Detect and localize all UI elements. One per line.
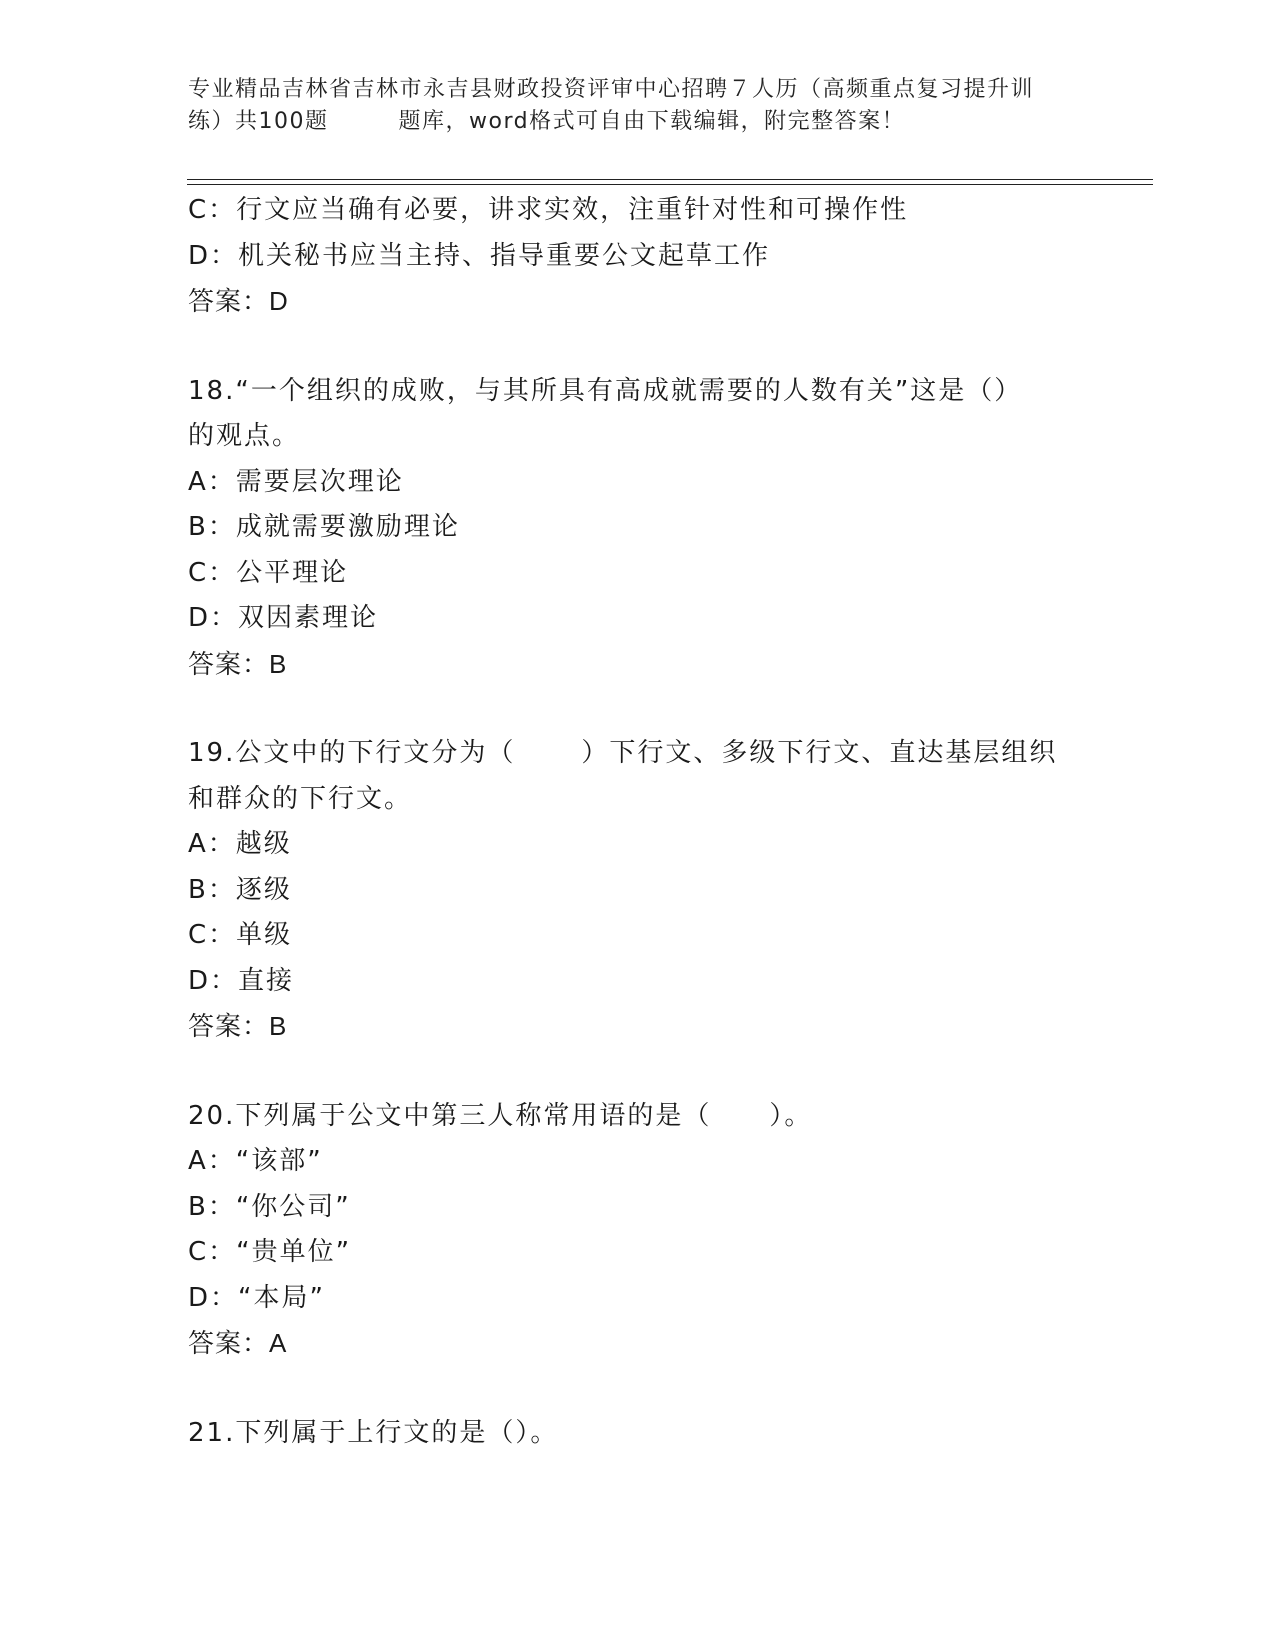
header-divider-bottom: [187, 184, 1153, 185]
answer-line: 答案：B: [188, 648, 288, 679]
answer-line: 答案：D: [188, 286, 289, 316]
question-list: [188, 188, 1088, 1456]
option-c: C：行文应当确有必要，讲求实效，注重针对性和可操作性: [188, 195, 909, 225]
header-line-2-part-2: 题库，word格式可自由下载编辑，附完整答案！: [398, 109, 906, 134]
question-block-17: [188, 188, 1088, 325]
question-text-continued: 和群众的下行文。: [188, 783, 413, 814]
header-line-2: [188, 106, 1088, 138]
option-c: C：单级: [188, 920, 293, 950]
header-divider-top: [187, 179, 1153, 180]
option-a: A：“该部”: [188, 1146, 323, 1176]
option-c: C：公平理论: [188, 557, 349, 588]
question-text: 21.下列属于上行文的是（）。: [188, 1417, 559, 1448]
option-d: D：“本局”: [188, 1282, 325, 1313]
question-text-part-2: ）。: [769, 1100, 813, 1131]
question-block-20: [188, 1094, 1088, 1367]
option-b: B：“你公司”: [188, 1191, 351, 1222]
question-block-19: [188, 731, 1088, 1050]
option-d: D：双因素理论: [188, 603, 379, 633]
document-header: [188, 74, 1088, 138]
header-line-2-part-1: 练）共100题: [188, 109, 329, 134]
option-d: D：直接: [188, 965, 295, 996]
question-block-18: [188, 369, 1088, 688]
option-a: A：越级: [188, 829, 292, 859]
answer-line: 答案：B: [188, 1011, 288, 1041]
question-text: [188, 1094, 1088, 1140]
question-text: [188, 731, 1088, 777]
question-text-part-2: ）下行文、多级下行文、直达基层组织: [581, 738, 1058, 768]
option-c: C：“贵单位”: [188, 1237, 352, 1267]
question-text: 18.“一个组织的成败，与其所具有高成就需要的人数有关”这是（）: [188, 375, 1023, 406]
option-d: D：机关秘书应当主持、指导重要公文起草工作: [188, 240, 771, 271]
option-b: B：逐级: [188, 874, 292, 905]
answer-line: 答案：A: [188, 1328, 288, 1358]
question-block-21: [188, 1411, 1088, 1457]
question-text-part-1: 20.下列属于公文中第三人称常用语的是（: [188, 1100, 712, 1131]
question-text-part-1: 19.公文中的下行文分为（: [188, 738, 516, 768]
option-b: B：成就需要激励理论: [188, 512, 460, 542]
question-text-continued: 的观点。: [188, 421, 301, 451]
option-a: A：需要层次理论: [188, 466, 404, 497]
header-line-1: 专业精品吉林省吉林市永吉县财政投资评审中心招聘７人历（高频重点复习提升训: [188, 77, 1035, 102]
